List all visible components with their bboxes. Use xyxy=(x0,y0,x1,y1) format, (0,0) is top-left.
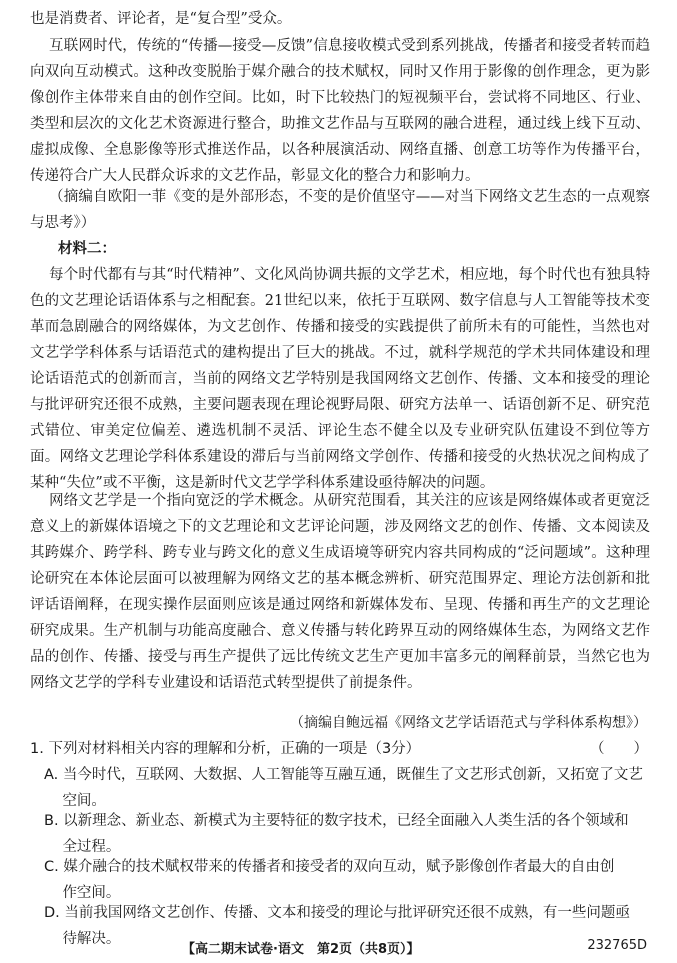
exam-code: 232765D xyxy=(587,938,647,953)
option-d: D. 当前我国网络文艺创作、传播、文本和接受的理论与批评研究还很不成熟，有一些问题亟 待解决。 xyxy=(44,905,630,947)
page-footer: 【高二期末试卷·语文 第2页（共8页）】 xyxy=(182,942,420,957)
material-two-heading: 材料二： xyxy=(58,241,116,257)
paragraph-4: 网络文艺学是一个指向宽泛的学术概念。从研究范围看，其关注的应该是网络媒体或者更宽泛意义上的新媒体语境之下的文艺理论和文艺评论问题，涉及网络文艺的创作、传播、文本阅读及其跨媒介、跨学科、跨专业与跨文化的意义生成语境等研究内容共同构成的“泛问题域”。这种理论研究在本体论层面可以被理解为网络文艺的基本概念辨析、研究范围界定、理论方法创新和批评话语阐释，在现实操作层面则应该是通过网络和新媒体发布、呈现、传播和再生产的文艺理论研究成果。生产机制与功能高度融合、意义传播与转化跨界互动的网络媒体生态，为网络文艺作品的创作、传播、接受与再生产提供了远比传统文艺生产更加丰富多元的阐释前景，当然它也为网络文艺学的学科专业建设和话语范式转型提供了前提条件。 xyxy=(30,493,651,691)
paragraph-2: 互联网时代，传统的“传播—接受—反馈”信息接收模式受到系列挑战，传播者和接受者转而趋向双向互动模式。这种改变脱胎于媒介融合的技术赋权，同时又作用于影像的创作理念，更为影像创作主体带来自由的创作空间。比如，时下比较热门的短视频平台，尝试将不同地区、行业、类型和层次的文化艺术资源进行整合，助推文艺作品与互联网的融合进程，通过线上线下互动、虚拟成像、全息影像等形式推送作品，以各种展演活动、网络直播、创意工坊等作为传播平台，传递符合广大人民群众诉求的文艺作品，彰显文化的整合力和影响力。 xyxy=(30,38,651,184)
answer-blank: （ ） xyxy=(590,741,648,757)
question-1-stem xyxy=(30,736,650,762)
paragraph-1: 也是消费者、评论者，是“复合型”受众。 xyxy=(30,11,292,27)
option-c: C. 媒介融合的技术赋权带来的传播者和接受者的双向互动，赋予影像创作者最大的自由创 作空间。 xyxy=(44,859,615,901)
option-b: B. 以新理念、新业态、新模式为主要特征的数字技术，已经全面融入人类生活的各个领域和 全过程。 xyxy=(44,813,629,855)
source-citation-2: （摘编自鲍远福《网络文艺学话语范式与学科体系构想》） xyxy=(290,715,647,731)
question-text: 1. 下列对材料相关内容的理解和分析，正确的一项是（3分） xyxy=(30,741,421,757)
paragraph-3: 每个时代都有与其“时代精神”、文化风尚协调共振的文学艺术，相应地，每个时代也有独具特色的文艺理论话语体系与之相配套。21世纪以来，依托于互联网、数字信息与人工智能等技术变革而急剧融合的网络媒体，为文艺创作、传播和接受的实践提供了前所未有的可能性，当然也对文艺学学科体系与话语范式的建构提出了巨大的挑战。不过，就科学规范的学术共同体建设和理论话语范式的创新而言，当前的网络文艺学特别是我国网络文艺创作、传播、文本和接受的理论与批评研究还很不成熟，主要问题表现在理论视野局限、研究方法单一、话语创新不足、研究范式错位、审美定位偏差、遴选机制不灵活、评论生态不健全以及专业研究队伍建设不到位等方面。网络文艺理论学科体系建设的滞后与当前网络文学创作、传播和接受的火热状况之间构成了某种“失位”或不平衡，这是新时代文艺学学科体系建设亟待解决的问题。 xyxy=(30,267,651,491)
source-citation-1: （摘编自欧阳一菲《变的是外部形态，不变的是价值坚守——对当下网络文艺生态的一点观察与思考》） xyxy=(30,189,650,231)
option-a: A. 当今时代，互联网、大数据、人工智能等互融互通，既催生了文艺形式创新，又拓宽了文艺 空间。 xyxy=(44,767,643,809)
